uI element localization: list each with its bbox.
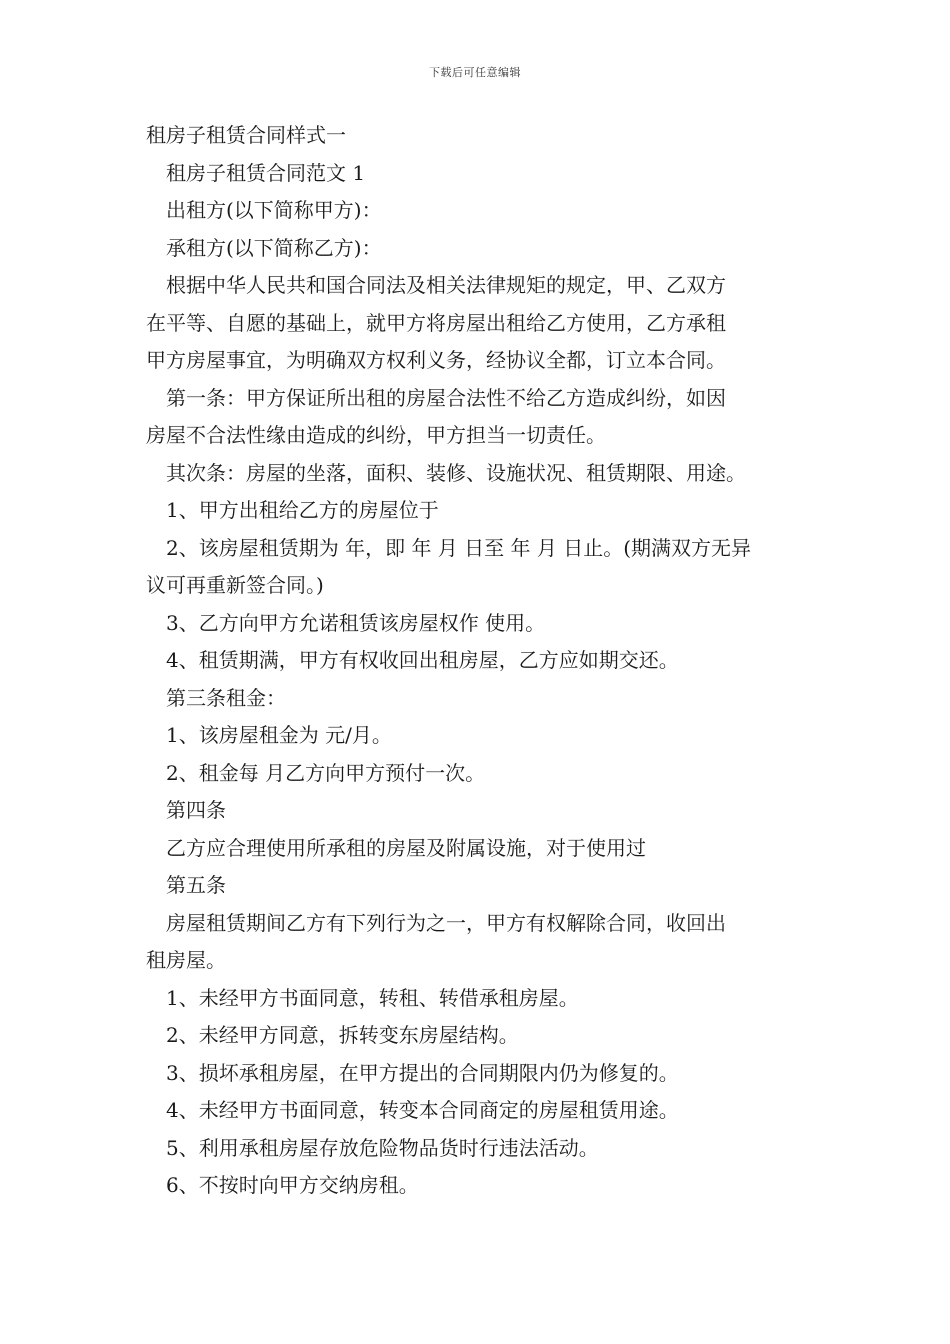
page-header: 下载后可任意编辑 xyxy=(429,66,521,79)
article-3-item: 2、租金每 月乙方向甲方预付一次。 xyxy=(166,760,486,785)
article-5-item: 2、未经甲方同意，拆转变东房屋结构。 xyxy=(166,1023,519,1047)
intro-line: 甲方房屋事宜，为明确双方权利义务，经协议全都，订立本合同。 xyxy=(146,348,726,372)
article-2-item-continued: 议可再重新签合同。) xyxy=(146,573,324,597)
party-b-line: 承租方(以下简称乙方)： xyxy=(166,235,382,260)
article-4 xyxy=(146,792,806,867)
article-5-intro-line: 房屋租赁期间乙方有下列行为之一，甲方有权解除合同，收回出 xyxy=(166,910,726,935)
article-5-item: 3、损坏承租房屋，在甲方提出的合同期限内仍为修复的。 xyxy=(166,1060,679,1085)
intro-line: 在平等、自愿的基础上，就甲方将房屋出租给乙方使用，乙方承租 xyxy=(146,310,726,335)
intro-line: 根据中华人民共和国合同法及相关法律规矩的规定，甲、乙双方 xyxy=(166,273,726,297)
article-1-line: 第一条：甲方保证所出租的房屋合法性不给乙方造成纠纷，如因 xyxy=(166,385,726,410)
article-5-item: 1、未经甲方书面同意，转租、转借承租房屋。 xyxy=(166,985,579,1010)
article-3 xyxy=(146,680,806,793)
article-5-intro-line: 租房屋。 xyxy=(146,948,226,972)
article-4-text: 乙方应合理使用所承租的房屋及附属设施，对于使用过 xyxy=(166,835,646,860)
article-5 xyxy=(146,867,806,1205)
article-5-item: 4、未经甲方书面同意，转变本合同商定的房屋租赁用途。 xyxy=(166,1098,679,1122)
document-subtitle: 租房子租赁合同范文 1 xyxy=(166,160,366,185)
article-2-item: 4、租赁期满，甲方有权收回出租房屋，乙方应如期交还。 xyxy=(166,648,679,672)
article-5-item: 6、不按时向甲方交纳房租。 xyxy=(166,1173,419,1197)
article-3-heading: 第三条租金： xyxy=(166,685,286,710)
party-a-line: 出租方(以下简称甲方)： xyxy=(166,198,382,222)
article-3-item: 1、该房屋租金为 元/月。 xyxy=(166,723,392,747)
article-4-heading: 第四条 xyxy=(166,798,226,822)
article-2-item: 2、该房屋租赁期为 年，即 年 月 日至 年 月 日止。(期满双方无异 xyxy=(166,535,752,560)
article-2-item: 3、乙方向甲方允诺租赁该房屋权作 使用。 xyxy=(166,610,546,635)
article-2-heading: 其次条：房屋的坐落，面积、装修、设施状况、租赁期限、用途。 xyxy=(166,460,746,485)
article-5-item: 5、利用承租房屋存放危险物品货时行违法活动。 xyxy=(166,1135,599,1160)
article-1-line: 房屋不合法性缘由造成的纠纷，甲方担当一切责任。 xyxy=(146,423,606,447)
article-2 xyxy=(146,455,806,680)
article-1 xyxy=(146,380,806,455)
intro-paragraph xyxy=(146,267,806,380)
article-5-heading: 第五条 xyxy=(166,873,226,897)
article-2-item: 1、甲方出租给乙方的房屋位于 xyxy=(166,498,439,522)
document-title: 租房子租赁合同样式一 xyxy=(146,123,346,147)
document-body xyxy=(146,117,806,1205)
